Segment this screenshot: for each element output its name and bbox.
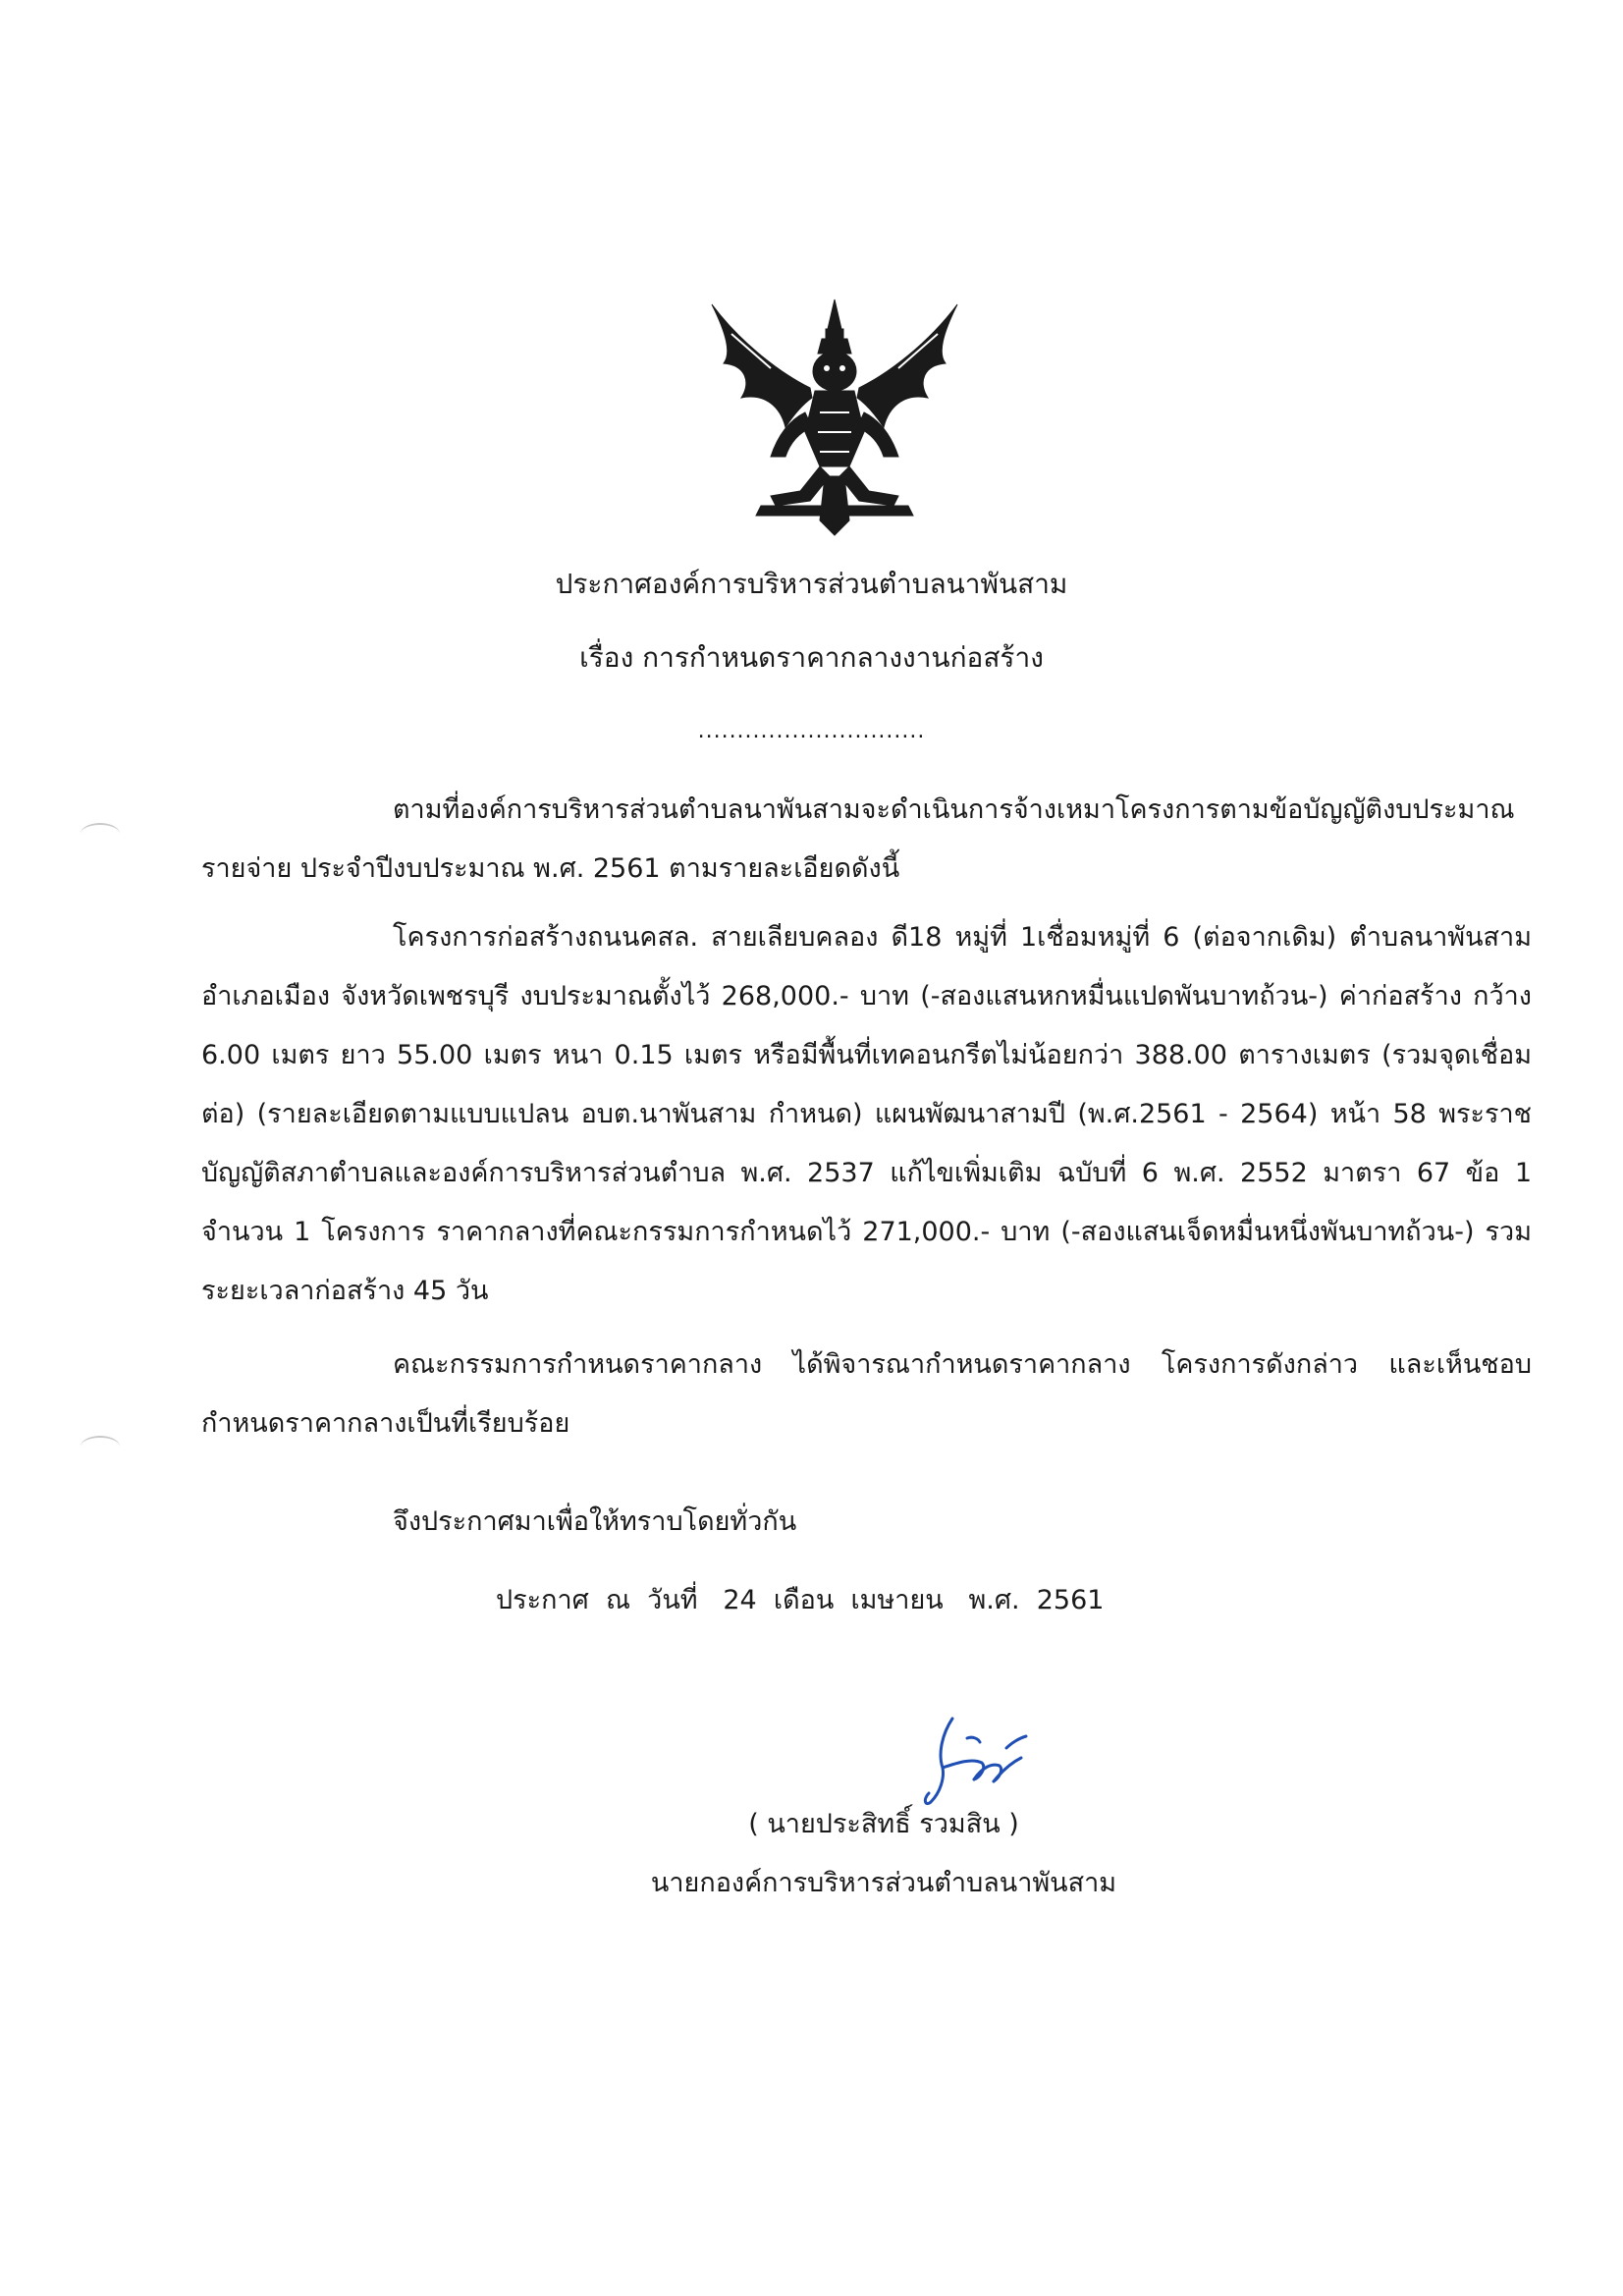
paragraph-intro: ตามที่องค์การบริหารส่วนตำบลนาพันสามจะดำเนินการจ้างเหมาโครงการตามข้อบัญญัติงบประมาณรายจ่าย ประจำปีงบประมาณ พ.ศ. 2561 ตามรายละเอียดดังนี้ bbox=[201, 794, 1515, 884]
announcement-title: ประกาศองค์การบริหารส่วนตำบลนาพันสาม bbox=[555, 568, 1068, 600]
signer-title: นายกองค์การบริหารส่วนตำบลนาพันสาม bbox=[650, 1868, 1117, 1898]
paragraph-committee: คณะกรรมการกำหนดราคากลาง ได้พิจารณากำหนดราคากลาง โครงการดังกล่าว และเห็นชอบกำหนดราคากลางเป็นที่เรียบร้อย bbox=[201, 1349, 1532, 1439]
announcement-subject: เรื่อง การกำหนดราคากลางงานก่อสร้าง bbox=[579, 641, 1044, 674]
announcement-date: ประกาศ ณ วันที่ 24 เดือน เมษายน พ.ศ. 2561 bbox=[496, 1585, 1105, 1615]
paragraph-project-details: โครงการก่อสร้างถนนคสล. สายเลียบคลอง ดี18 หมู่ที่ 1เชื่อมหมู่ที่ 6 (ต่อจากเดิม) ตำบลนาพันสาม อำเภอเมือง จังหวัดเพชรบุรี งบประมาณตั้งไว้ 268,000.- บาท (-สองแสนหกหมื่นแปดพันบาทถ้วน-) ค่าก่อสร้าง กว้าง 6.00 เมตร ยาว 55.00 เมตร หนา 0.15 เมตร หรือมีพื้นที่เทคอนกรีตไม่น้อยกว่า 388.00 ตารางเมตร (รวมจุดเชื่อมต่อ) (รายละเอียดตามแบบแปลน อบต.นาพันสาม กำหนด) แผนพัฒนาสามปี (พ.ศ.2561 - 2564) หน้า 58 พระราชบัญญัติสภาตำบลและองค์การบริหารส่วนตำบล พ.ศ. 2537 แก้ไขเพิ่มเติม ฉบับที่ 6 พ.ศ. 2552 มาตรา 67 ข้อ 1 จำนวน 1 โครงการ ราคากลางที่คณะกรรมการกำหนดไว้ 271,000.- บาท (-สองแสนเจ็ดหมื่นหนึ่งพันบาทถ้วน-) รวมระยะเวลาก่อสร้าง 45 วัน bbox=[201, 922, 1532, 1306]
signer-name: ( นายประสิทธิ์ รวมสิน ) bbox=[748, 1809, 1019, 1839]
punch-hole-mark bbox=[81, 1436, 120, 1457]
paragraph-closing: จึงประกาศมาเพื่อให้ทราบโดยทั่วกัน bbox=[393, 1506, 797, 1537]
separator-dots: ............................. bbox=[697, 719, 926, 743]
signature-icon bbox=[884, 1709, 1031, 1817]
garuda-emblem-icon bbox=[702, 295, 967, 540]
punch-hole-mark bbox=[81, 823, 120, 845]
